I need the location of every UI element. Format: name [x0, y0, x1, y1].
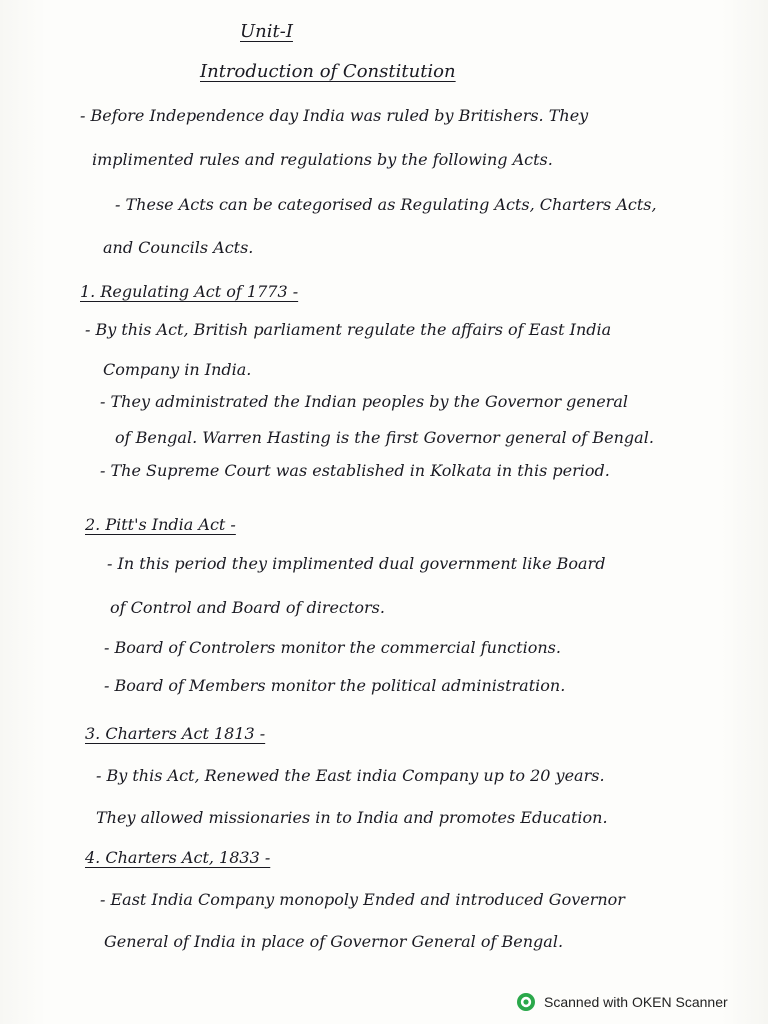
section-heading: 2. Pitt's India Act -	[85, 515, 236, 534]
text-line: - By this Act, British parliament regulate the affairs of East India	[85, 320, 612, 339]
text-line: and Councils Acts.	[103, 238, 254, 257]
scanner-watermark	[516, 990, 728, 1014]
section-heading: 3. Charters Act 1813 -	[85, 724, 266, 743]
text-line: - They administrated the Indian peoples by the Governor general	[100, 392, 628, 411]
text-line: - By this Act, Renewed the East india Company up to 20 years.	[96, 766, 605, 785]
text-line: General of India in place of Governor General of Bengal.	[104, 932, 564, 951]
page-subheading: Introduction of Constitution	[200, 61, 456, 82]
scanner-text: Scanned with OKEN Scanner	[544, 994, 728, 1010]
text-line: of Bengal. Warren Hasting is the first Governor general of Bengal.	[115, 428, 654, 447]
text-line: - Before Independence day India was ruled by Britishers. They	[80, 106, 589, 125]
text-line: - Board of Members monitor the political administration.	[104, 676, 566, 695]
text-line: implimented rules and regulations by the following Acts.	[92, 150, 553, 169]
unit-heading: Unit-I	[240, 21, 293, 42]
text-line: They allowed missionaries in to India and promotes Education.	[96, 808, 608, 827]
section-heading: 1. Regulating Act of 1773 -	[80, 282, 299, 301]
section-heading: 4. Charters Act, 1833 -	[85, 848, 271, 867]
text-line: Company in India.	[103, 360, 252, 379]
text-line: - East India Company monopoly Ended and introduced Governor	[100, 890, 625, 909]
text-line: - Board of Controlers monitor the commercial functions.	[104, 638, 561, 657]
oken-scanner-logo-icon	[516, 992, 536, 1012]
text-line: - In this period they implimented dual government like Board	[107, 554, 606, 573]
text-line: of Control and Board of directors.	[110, 598, 385, 617]
text-line: - These Acts can be categorised as Regulating Acts, Charters Acts,	[115, 195, 657, 214]
text-line: - The Supreme Court was established in Kolkata in this period.	[100, 461, 610, 480]
